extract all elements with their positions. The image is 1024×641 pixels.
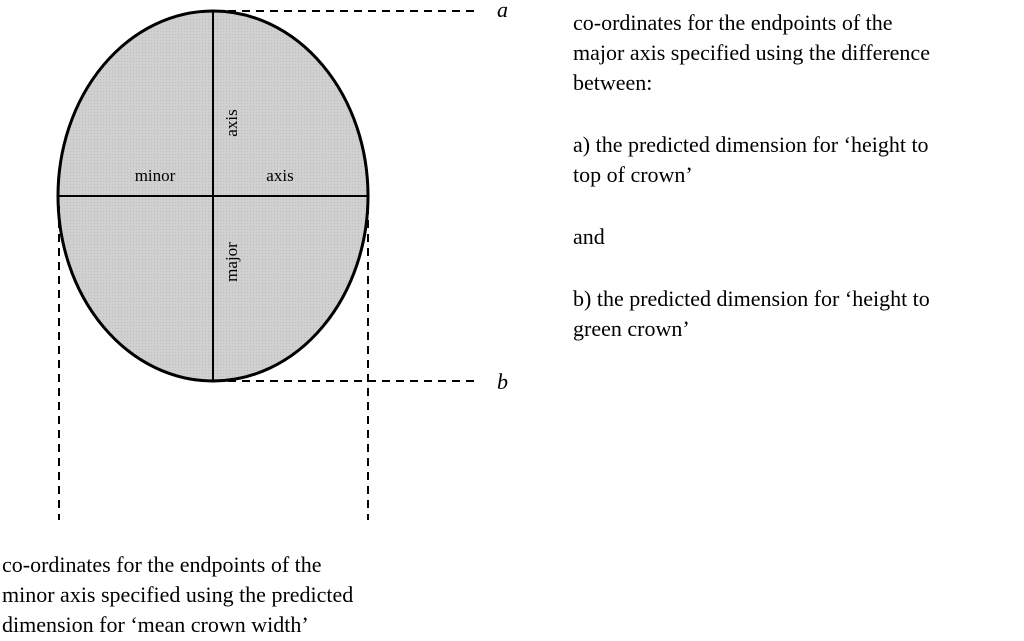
point-b-label: b	[497, 369, 508, 394]
note-line: major axis specified using the difference	[573, 40, 930, 65]
major-axis-note-item-a	[573, 130, 930, 190]
major-axis-note-conjunction	[573, 222, 930, 252]
note-line: dimension for ‘mean crown width’	[2, 612, 309, 637]
note-line: between:	[573, 70, 653, 95]
note-line: top of crown’	[573, 162, 693, 187]
major-word-label: major	[222, 242, 241, 282]
major-axis-note-item-b	[573, 284, 930, 344]
minor-word-label: minor	[134, 166, 176, 185]
note-line: and	[573, 224, 605, 249]
major-axis-note-intro	[573, 8, 930, 98]
note-line: minor axis specified using the predicted	[2, 582, 354, 607]
note-line: b) the predicted dimension for ‘height to	[573, 286, 930, 311]
note-line: green crown’	[573, 316, 690, 341]
minor-axis-note	[2, 550, 353, 640]
point-a-label: a	[497, 0, 508, 22]
axis-word-label-vertical: axis	[222, 109, 241, 137]
note-line: co-ordinates for the endpoints of the	[2, 552, 322, 577]
major-axis-note	[573, 8, 930, 344]
axis-word-label-horizontal: axis	[266, 166, 294, 185]
note-line: co-ordinates for the endpoints of the	[573, 10, 893, 35]
note-line: a) the predicted dimension for ‘height to	[573, 132, 929, 157]
